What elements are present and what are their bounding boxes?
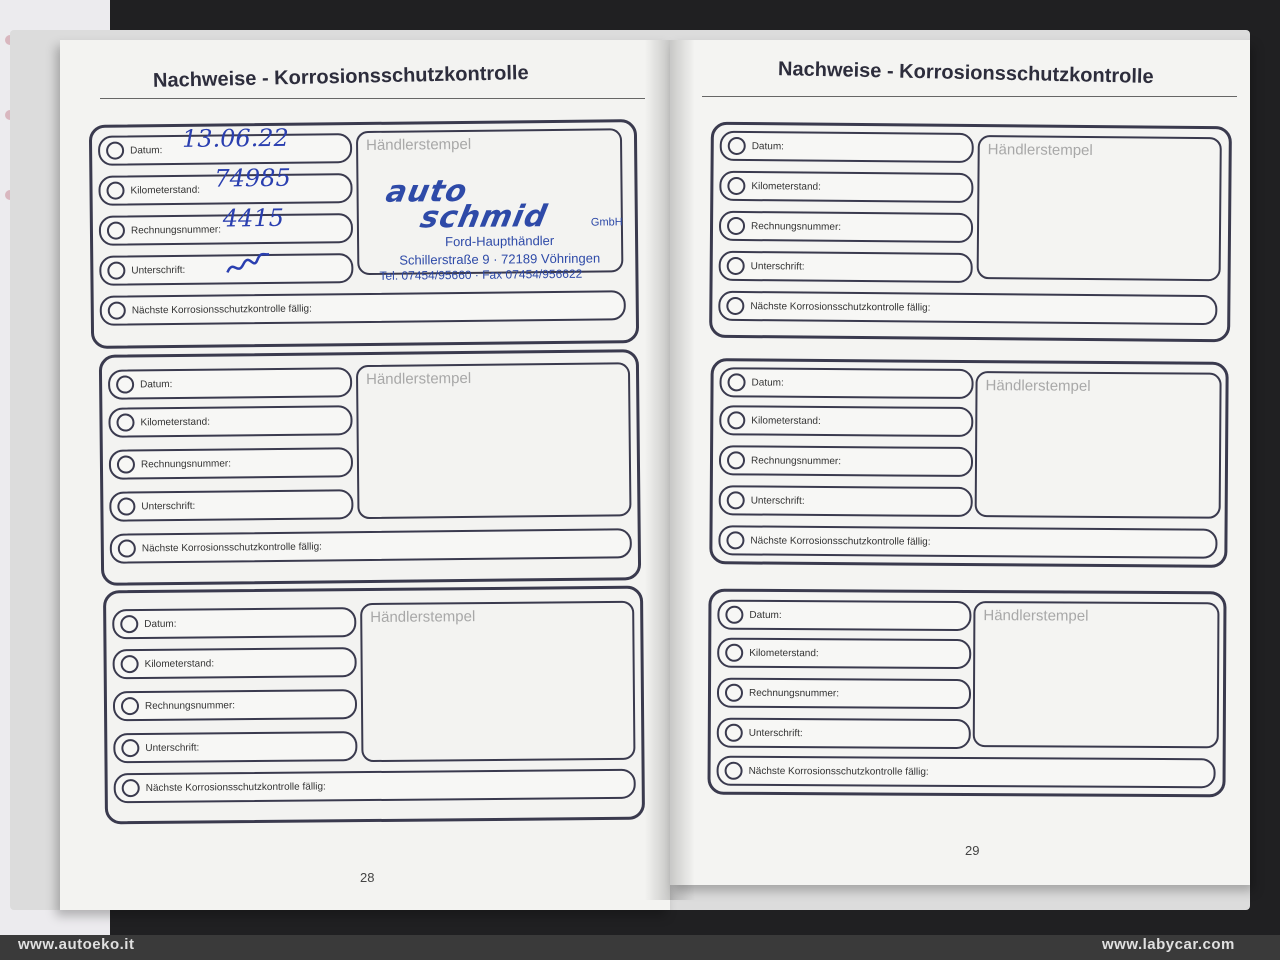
invoice-label: Rechnungsnummer: xyxy=(130,223,222,236)
next-check-field[interactable] xyxy=(717,756,1216,789)
handwritten-km: 74985 xyxy=(214,163,291,193)
km-label: Kilometerstand: xyxy=(751,414,821,427)
radio-icon[interactable] xyxy=(107,262,125,280)
invoice-label: Rechnungsnummer: xyxy=(140,457,232,470)
next-check-label: Nächste Korrosionsschutzkontrolle fällig: xyxy=(141,541,322,554)
radio-icon[interactable] xyxy=(725,606,743,624)
stamp-suffix: GmbH xyxy=(590,216,623,229)
signature-field[interactable] xyxy=(719,251,973,283)
page-title: Nachweise - Korrosionsschutzkontrolle xyxy=(152,62,529,92)
handwritten-signature xyxy=(223,248,273,279)
dealer-stamp-box xyxy=(977,135,1222,281)
km-label: Kilometerstand: xyxy=(130,184,201,196)
signature-label: Unterschrift: xyxy=(131,264,186,276)
next-check-label: Nächste Korrosionsschutzkontrolle fällig: xyxy=(145,780,326,794)
invoice-field[interactable] xyxy=(719,211,973,243)
page-number: 29 xyxy=(965,843,980,858)
radio-icon[interactable] xyxy=(121,697,139,715)
dealer-stamp-label: Händlerstempel xyxy=(987,141,1093,160)
handwritten-date: 13.06.22 xyxy=(181,123,290,153)
invoice-label: Rechnungsnummer: xyxy=(748,687,840,699)
radio-icon[interactable] xyxy=(726,531,744,549)
left-page xyxy=(60,40,670,910)
radio-icon[interactable] xyxy=(117,455,135,473)
radio-icon[interactable] xyxy=(122,779,140,797)
radio-icon[interactable] xyxy=(118,539,136,557)
next-check-label: Nächste Korrosionsschutzkontrolle fällig: xyxy=(131,303,312,316)
signature-field[interactable] xyxy=(113,731,357,763)
radio-icon[interactable] xyxy=(727,451,745,469)
km-field[interactable] xyxy=(113,647,357,679)
next-check-label: Nächste Korrosionsschutzkontrolle fällig: xyxy=(750,534,931,548)
next-check-field[interactable] xyxy=(100,290,626,326)
handwritten-invoice: 4415 xyxy=(222,203,285,233)
invoice-field[interactable] xyxy=(109,447,353,480)
km-label: Kilometerstand: xyxy=(749,647,819,659)
page-title: Nachweise - Korrosionsschutzkontrolle xyxy=(777,58,1154,88)
watermark-right: www.labycar.com xyxy=(1102,936,1235,953)
inspection-block-1 xyxy=(89,119,639,349)
radio-icon[interactable] xyxy=(120,615,138,633)
next-check-field[interactable] xyxy=(718,525,1217,558)
km-field[interactable] xyxy=(719,405,973,437)
radio-icon[interactable] xyxy=(725,644,743,662)
date-field[interactable] xyxy=(717,600,971,631)
radio-icon[interactable] xyxy=(107,222,125,240)
footer-bar xyxy=(0,935,1280,960)
inspection-block-3 xyxy=(103,586,645,825)
radio-icon[interactable] xyxy=(106,142,124,160)
dealer-stamp-label: Händlerstempel xyxy=(983,607,1089,625)
radio-icon[interactable] xyxy=(725,684,743,702)
dealer-stamp-box xyxy=(360,601,635,762)
km-field[interactable] xyxy=(717,638,971,669)
radio-icon[interactable] xyxy=(116,375,134,393)
radio-icon[interactable] xyxy=(728,137,746,155)
dealer-stamp-label: Händlerstempel xyxy=(985,377,1091,395)
date-field[interactable] xyxy=(112,607,356,639)
signature-label: Unterschrift: xyxy=(750,260,805,273)
signature-label: Unterschrift: xyxy=(141,500,196,512)
signature-label: Unterschrift: xyxy=(748,727,803,739)
right-page xyxy=(670,40,1250,885)
km-field[interactable] xyxy=(719,171,973,203)
stamp-line-2: Schillerstraße 9 · 72189 Vöhringen xyxy=(399,250,601,268)
radio-icon[interactable] xyxy=(727,257,745,275)
radio-icon[interactable] xyxy=(727,411,745,429)
next-check-field[interactable] xyxy=(718,291,1217,325)
invoice-label: Rechnungsnummer: xyxy=(750,454,842,467)
radio-icon[interactable] xyxy=(727,217,745,235)
radio-icon[interactable] xyxy=(726,297,744,315)
radio-icon[interactable] xyxy=(117,497,135,515)
radio-icon[interactable] xyxy=(727,177,745,195)
stamp-line-1: Ford-Haupthändler xyxy=(445,233,555,250)
dealer-stamp-box xyxy=(975,371,1222,519)
km-field[interactable] xyxy=(108,405,352,438)
invoice-field[interactable] xyxy=(719,445,973,477)
signature-field[interactable] xyxy=(109,489,353,522)
radio-icon[interactable] xyxy=(106,182,124,200)
signature-field[interactable] xyxy=(719,485,973,517)
date-field[interactable] xyxy=(720,131,974,163)
date-label: Datum: xyxy=(130,144,163,156)
radio-icon[interactable] xyxy=(725,724,743,742)
book-gutter xyxy=(645,40,695,900)
inspection-block-3 xyxy=(707,589,1226,798)
date-label: Datum: xyxy=(751,376,784,389)
inspection-block-2 xyxy=(99,349,641,586)
radio-icon[interactable] xyxy=(116,413,134,431)
dealer-stamp-label: Händlerstempel xyxy=(365,135,472,154)
inspection-block-2 xyxy=(709,358,1228,568)
invoice-label: Rechnungsnummer: xyxy=(750,220,842,233)
date-field[interactable] xyxy=(108,367,352,400)
radio-icon[interactable] xyxy=(725,762,743,780)
date-label: Datum: xyxy=(140,378,173,390)
signature-label: Unterschrift: xyxy=(750,494,805,507)
invoice-field[interactable] xyxy=(113,689,357,721)
radio-icon[interactable] xyxy=(121,655,139,673)
dealer-stamp-box xyxy=(973,601,1220,748)
radio-icon[interactable] xyxy=(121,739,139,757)
page-number: 28 xyxy=(360,870,375,885)
next-check-field[interactable] xyxy=(110,528,632,563)
signature-label: Unterschrift: xyxy=(145,742,200,754)
stamp-logo-line2: schmid xyxy=(417,199,551,236)
signature-field[interactable] xyxy=(717,718,971,749)
dealer-stamp-label: Händlerstempel xyxy=(370,608,476,627)
stamp-line-3: Tel. 07454/95660 · Fax 07454/956622 xyxy=(379,266,583,283)
km-label: Kilometerstand: xyxy=(751,180,821,193)
invoice-label: Rechnungsnummer: xyxy=(144,699,236,712)
radio-icon[interactable] xyxy=(727,491,745,509)
next-check-label: Nächste Korrosionsschutzkontrolle fällig: xyxy=(748,765,929,778)
date-label: Datum: xyxy=(751,140,785,152)
radio-icon[interactable] xyxy=(108,301,126,319)
next-check-field[interactable] xyxy=(114,769,636,804)
watermark-left: www.autoeko.it xyxy=(18,936,135,953)
inspection-block-1 xyxy=(709,122,1232,343)
date-field[interactable] xyxy=(719,367,973,399)
stamp-logo: auto xyxy=(383,173,471,210)
km-label: Kilometerstand: xyxy=(144,657,215,670)
dealer-stamp-box xyxy=(356,362,632,519)
dealer-stamp-box xyxy=(356,128,623,283)
radio-icon[interactable] xyxy=(727,373,745,391)
next-check-label: Nächste Korrosionsschutzkontrolle fällig: xyxy=(750,300,931,314)
invoice-field[interactable] xyxy=(717,678,971,709)
title-rule xyxy=(702,96,1237,97)
dealer-stamp-label: Händlerstempel xyxy=(365,369,472,389)
title-rule xyxy=(100,98,645,99)
km-label: Kilometerstand: xyxy=(140,416,211,428)
date-label: Datum: xyxy=(144,618,177,630)
date-label: Datum: xyxy=(749,609,782,621)
